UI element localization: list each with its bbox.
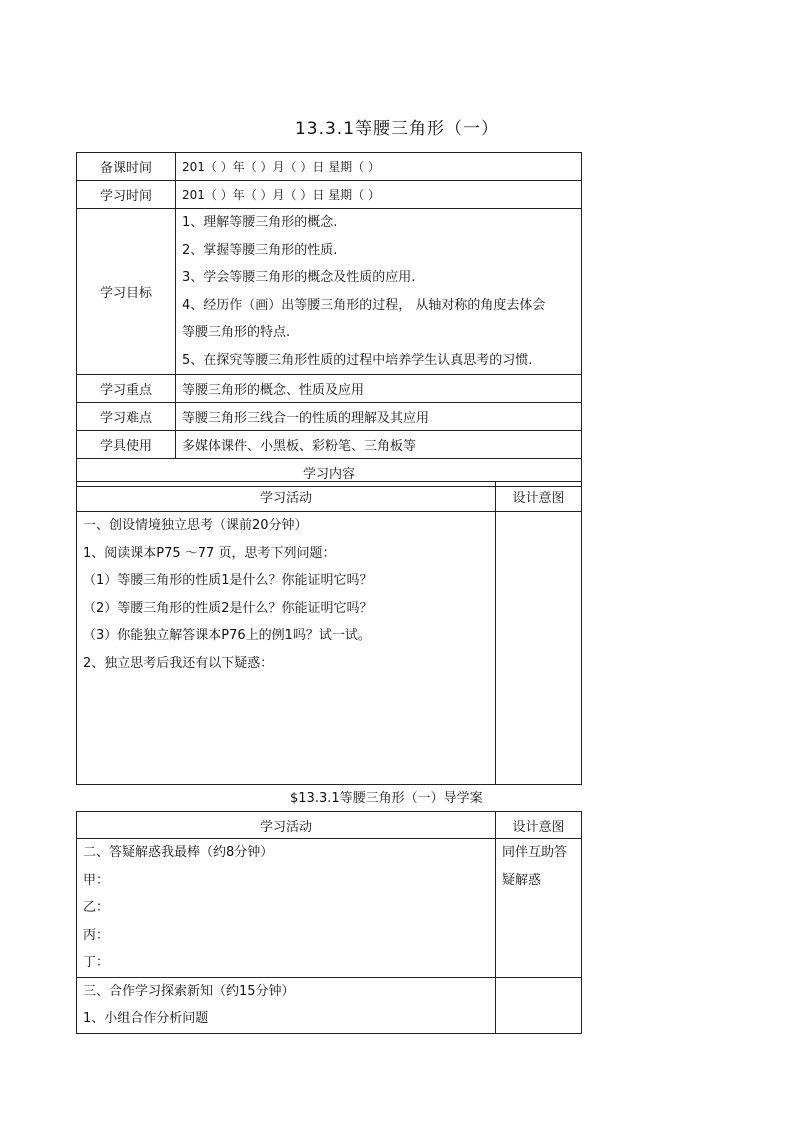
tools-value: 多媒体课件、小黑板、彩粉笔、三角板等: [176, 431, 582, 459]
activity-line: 二、答疑解惑我最棒（约8分钟）: [83, 845, 274, 860]
design-content: [496, 839, 582, 978]
goal-item: 1、理解等腰三角形的概念.: [182, 215, 338, 230]
difficulty-label: 学习难点: [77, 403, 176, 431]
activity-line: 一、创设情境独立思考（课前20分钟）: [83, 518, 308, 533]
activity-line: 丁：: [83, 955, 110, 970]
study-time-value: 201（ ）年（ ）月（ ）日 星期（ ）: [176, 181, 582, 209]
activity-line: 丙：: [83, 927, 110, 943]
prep-time-value: 201（ ）年（ ）月（ ）日 星期（ ）: [176, 153, 582, 181]
activity-header: 学习活动: [77, 812, 496, 839]
goal-item: 5、在探究等腰三角形性质的过程中培养学生认真思考的习惯.: [182, 352, 533, 368]
activity-table-1: [76, 481, 582, 785]
goal-label: 学习目标: [77, 209, 176, 375]
activity-line: 甲：: [83, 872, 110, 888]
difficulty-value: 等腰三角形三线合一的性质的理解及其应用: [176, 403, 582, 431]
activity-line: 1、阅读课本P75 ～77 页，思考下列问题：: [83, 545, 336, 561]
goal-item: 4、经历作（画）出等腰三角形的过程， 从轴对称的角度去体会: [182, 297, 546, 313]
design-header: 设计意图: [496, 482, 582, 512]
activity-content: [77, 977, 496, 1033]
activity-line: （1）等腰三角形的性质1是什么？你能证明它吗？: [83, 573, 373, 588]
goal-item: 2、掌握等腰三角形的性质.: [182, 242, 338, 258]
goal-item: 等腰三角形的特点.: [182, 325, 291, 340]
key-value: 等腰三角形的概念、性质及应用: [176, 375, 582, 403]
activity-line: 2、独立思考后我还有以下疑惑：: [83, 655, 274, 671]
activity-line: 乙：: [83, 900, 110, 915]
activity-line: 三、合作学习探索新知（约15分钟）: [83, 983, 295, 999]
activity-line: （3）你能独立解答课本P76上的例1吗？试一试。: [83, 628, 371, 643]
design-content: [496, 977, 582, 1033]
tools-label: 学具使用: [77, 431, 176, 459]
activity-content: [77, 512, 496, 785]
design-content: [496, 512, 582, 785]
activity-line: 1、小组合作分析问题: [83, 1011, 209, 1026]
design-header: 设计意图: [496, 812, 582, 839]
study-time-label: 学习时间: [77, 181, 176, 209]
key-label: 学习重点: [77, 375, 176, 403]
content-header: 学习内容: [77, 459, 582, 487]
info-table: [76, 152, 582, 487]
page-footer: $13.3.1等腰三角形（一）导学案: [290, 791, 483, 806]
goal-list: [176, 209, 582, 375]
design-line: 同伴互助答: [502, 845, 568, 860]
design-line: 疑解惑: [502, 872, 542, 888]
goal-item: 3、学会等腰三角形的概念及性质的应用.: [182, 270, 416, 285]
page-title: 13.3.1等腰三角形（一）: [294, 119, 500, 139]
activity-line: （2）等腰三角形的性质2是什么？你能证明它吗？: [83, 600, 373, 616]
prep-time-label: 备课时间: [77, 153, 176, 181]
activity-header: 学习活动: [77, 482, 496, 512]
activity-content: [77, 839, 496, 978]
activity-table-2: [76, 811, 582, 1034]
